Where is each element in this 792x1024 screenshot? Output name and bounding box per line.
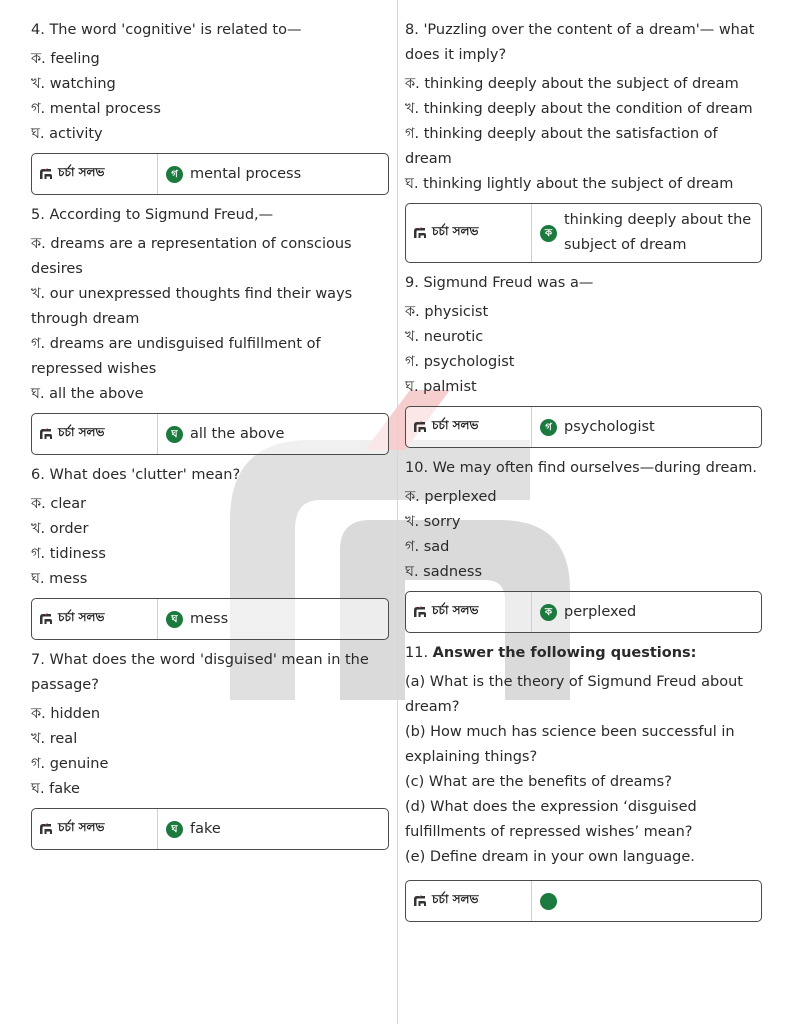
answer-box bbox=[405, 880, 762, 922]
question-4 bbox=[31, 18, 389, 195]
question-10 bbox=[405, 456, 762, 633]
brand-text: চর্চা সলভ bbox=[58, 820, 105, 834]
answer-box bbox=[405, 203, 762, 263]
brand-logo-icon bbox=[413, 421, 427, 433]
sub-question-a: (a) What is the theory of Sigmund Freud about dream? bbox=[405, 674, 743, 715]
answer-text: mess bbox=[190, 610, 229, 627]
option-gha: ঘ. sadness bbox=[405, 564, 483, 580]
brand-label bbox=[32, 809, 158, 849]
option-gha: ঘ. palmist bbox=[405, 379, 477, 395]
answer-box bbox=[31, 153, 389, 195]
option-gha: ঘ. fake bbox=[31, 781, 80, 797]
brand-logo-icon bbox=[413, 227, 427, 239]
answer-badge: ঘ bbox=[166, 426, 183, 443]
brand-text: চর্চা সলভ bbox=[58, 610, 105, 624]
answer-text: mental process bbox=[190, 165, 302, 182]
answer-box bbox=[405, 406, 762, 448]
question-number: 11. bbox=[405, 645, 433, 661]
brand-text: চর্চা সলভ bbox=[432, 603, 479, 617]
answer-box bbox=[405, 591, 762, 633]
brand-label bbox=[406, 407, 532, 447]
option-gha: ঘ. thinking lightly about the subject of dream bbox=[405, 176, 734, 192]
answer-value bbox=[158, 809, 229, 849]
answer-value bbox=[158, 154, 309, 194]
answer-box bbox=[31, 413, 389, 455]
brand-label bbox=[32, 414, 158, 454]
sub-question-c: (c) What are the benefits of dreams? bbox=[405, 774, 672, 790]
option-kha: খ. thinking deeply about the condition of dream bbox=[405, 101, 753, 117]
brand-logo-icon bbox=[39, 613, 53, 625]
answer-box bbox=[31, 598, 389, 640]
brand-label bbox=[32, 154, 158, 194]
answer-value bbox=[158, 414, 292, 454]
option-ga: গ. dreams are undisguised fulfillment of repressed wishes bbox=[31, 336, 321, 377]
answer-badge bbox=[540, 893, 557, 910]
option-ga: গ. sad bbox=[405, 539, 450, 555]
option-ka: ক. clear bbox=[31, 496, 87, 512]
sub-question-b: (b) How much has science been successful in explaining things? bbox=[405, 724, 735, 765]
answer-value bbox=[532, 592, 644, 632]
option-kha: খ. our unexpressed thoughts find their ways through dream bbox=[31, 286, 353, 327]
question-text: 5. According to Sigmund Freud,— bbox=[31, 207, 274, 223]
question-text: 8. 'Puzzling over the content of a dream'— what does it imply? bbox=[405, 22, 755, 63]
brand-logo-icon bbox=[39, 428, 53, 440]
option-gha: ঘ. activity bbox=[31, 126, 103, 142]
option-ga: গ. thinking deeply about the satisfaction of dream bbox=[405, 126, 718, 167]
answer-text: all the above bbox=[190, 425, 285, 442]
option-ka: ক. dreams are a representation of conscious desires bbox=[31, 236, 352, 277]
answer-box bbox=[31, 808, 389, 850]
option-ka: ক. perplexed bbox=[405, 489, 497, 505]
question-text: 6. What does 'clutter' mean? bbox=[31, 467, 241, 483]
option-ka: ক. hidden bbox=[31, 706, 101, 722]
brand-label bbox=[406, 592, 532, 632]
brand-text: চর্চা সলভ bbox=[58, 425, 105, 439]
column-divider bbox=[397, 0, 398, 1024]
question-text: 10. We may often find ourselves—during dream. bbox=[405, 460, 758, 476]
answer-badge: ঘ bbox=[166, 821, 183, 838]
answer-text: fake bbox=[190, 820, 221, 837]
brand-text: চর্চা সলভ bbox=[432, 224, 479, 238]
left-column bbox=[31, 18, 389, 858]
option-ka: ক. thinking deeply about the subject of dream bbox=[405, 76, 739, 92]
option-kha: খ. neurotic bbox=[405, 329, 484, 345]
brand-label bbox=[406, 204, 532, 262]
answer-badge: ঘ bbox=[166, 611, 183, 628]
option-ka: ক. physicist bbox=[405, 304, 489, 320]
brand-label bbox=[406, 881, 532, 921]
answer-text: psychologist bbox=[564, 418, 655, 435]
option-gha: ঘ. all the above bbox=[31, 386, 144, 402]
brand-logo-icon bbox=[39, 168, 53, 180]
answer-badge: গ bbox=[540, 419, 557, 436]
question-6 bbox=[31, 463, 389, 640]
question-heading: Answer the following questions: bbox=[432, 645, 697, 661]
answer-value bbox=[532, 204, 761, 262]
question-8 bbox=[405, 18, 762, 263]
answer-text: thinking deeply about the subject of dream bbox=[564, 212, 752, 253]
right-column bbox=[405, 18, 762, 930]
option-gha: ঘ. mess bbox=[31, 571, 88, 587]
question-9 bbox=[405, 271, 762, 448]
option-ga: গ. mental process bbox=[31, 101, 161, 117]
question-11 bbox=[405, 641, 762, 922]
answer-value bbox=[532, 881, 572, 921]
question-5 bbox=[31, 203, 389, 455]
option-kha: খ. sorry bbox=[405, 514, 461, 530]
option-ga: গ. tidiness bbox=[31, 546, 106, 562]
option-kha: খ. watching bbox=[31, 76, 116, 92]
brand-logo-icon bbox=[39, 823, 53, 835]
brand-text: চর্চা সলভ bbox=[432, 418, 479, 432]
answer-badge: ক bbox=[540, 225, 557, 242]
question-7 bbox=[31, 648, 389, 850]
sub-question-e: (e) Define dream in your own language. bbox=[405, 849, 695, 865]
question-text: 4. The word 'cognitive' is related to— bbox=[31, 22, 302, 38]
option-ka: ক. feeling bbox=[31, 51, 100, 67]
option-ga: গ. psychologist bbox=[405, 354, 515, 370]
answer-text: perplexed bbox=[564, 603, 637, 620]
brand-text: চর্চা সলভ bbox=[58, 165, 105, 179]
brand-label bbox=[32, 599, 158, 639]
sub-question-d: (d) What does the expression ‘disguised fulfillments of repressed wishes’ mean? bbox=[405, 799, 697, 840]
answer-value bbox=[532, 407, 663, 447]
brand-logo-icon bbox=[413, 895, 427, 907]
answer-badge: গ bbox=[166, 166, 183, 183]
option-kha: খ. real bbox=[31, 731, 78, 747]
answer-badge: ক bbox=[540, 604, 557, 621]
answer-value bbox=[158, 599, 236, 639]
question-text bbox=[405, 641, 762, 666]
question-text: 7. What does the word 'disguised' mean in the passage? bbox=[31, 652, 369, 693]
option-kha: খ. order bbox=[31, 521, 89, 537]
option-ga: গ. genuine bbox=[31, 756, 109, 772]
question-text: 9. Sigmund Freud was a— bbox=[405, 275, 594, 291]
brand-logo-icon bbox=[413, 606, 427, 618]
brand-text: চর্চা সলভ bbox=[432, 892, 479, 906]
